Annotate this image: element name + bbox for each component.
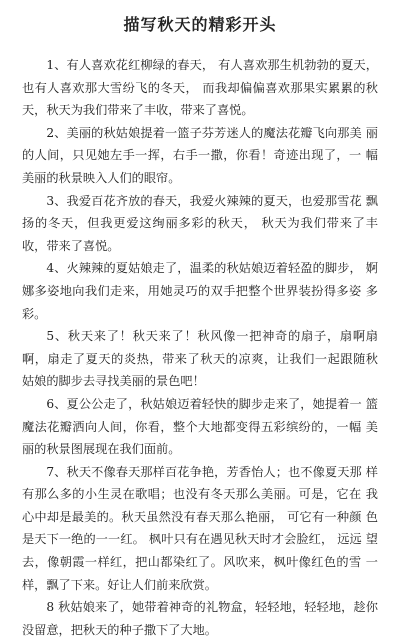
paragraph-7: 7、秋天不像春天那样百花争艳，芳香怡人；也不像夏天那 样有那么多的小生灵在歌唱；也没有冬天那么美丽。可是，它在 我心中却是最美的。秋天虽然没有春天那么艳丽， 可它有一种颜 色是天下一绝的一一红。 枫叶只有在遇见秋天时才会脸红， 远远 望去，像朝霞一样红，把山都染红了。风吹来，枫叶像红色的雪 一样，飘了下来。好让人们前来欣赏。 bbox=[22, 464, 378, 592]
paragraph-3: 3、我爱百花齐放的春天，我爱火辣辣的夏天，也爱那雪花 飘扬的冬天，但我更爱这绚丽多彩的秋天， 秋天为我们带来了丰 收，带来了喜悦。 bbox=[22, 193, 378, 253]
paragraph-8: 8 秋姑娘来了，她带着神奇的礼物盒，轻轻地，轻轻地，趁你没留意，把秋天的种子撒下了大地。 bbox=[22, 600, 378, 637]
paragraph-6: 6、夏公公走了，秋姑娘迈着轻快的脚步走来了，她提着一 篮魔法花瓣洒向人间，你看，整个大地都变得五彩缤纷的，一幅 美丽的秋景图展现在我们面前。 bbox=[22, 396, 378, 457]
paragraph-2: 2、美丽的秋姑娘提着一篮子芬芳迷人的魔法花瓣飞向那美 丽的人间，只见她左手一挥，右手一撒，你看！奇迹出现了，一 幅美丽的秋景映入人们的眼帘。 bbox=[22, 125, 378, 185]
paragraph-4: 4、火辣辣的夏姑娘走了，温柔的秋姑娘迈着轻盈的脚步， 婀娜多姿地向我们走来，用她灵巧的双手把整个世界装扮得多姿 多彩。 bbox=[22, 261, 378, 321]
paragraph-1: 1、有人喜欢花红柳绿的春天， 有人喜欢那生机勃勃的夏天，也有人喜欢那大雪纷飞的冬天， 而我却偏偏喜欢那果实累累的秋 天，秋天为我们带来了丰收，带来了喜悦。 bbox=[22, 58, 378, 118]
page-title: 描写秋天的精彩开头 bbox=[123, 15, 277, 34]
paragraph-5: 5、秋天来了！秋天来了！秋风像一把神奇的扇子，扇啊扇 啊，扇走了夏天的炎热，带来了秋天的凉爽，让我们一起跟随秋 姑娘的脚步去寻找美丽的景色吧！ bbox=[22, 329, 378, 389]
